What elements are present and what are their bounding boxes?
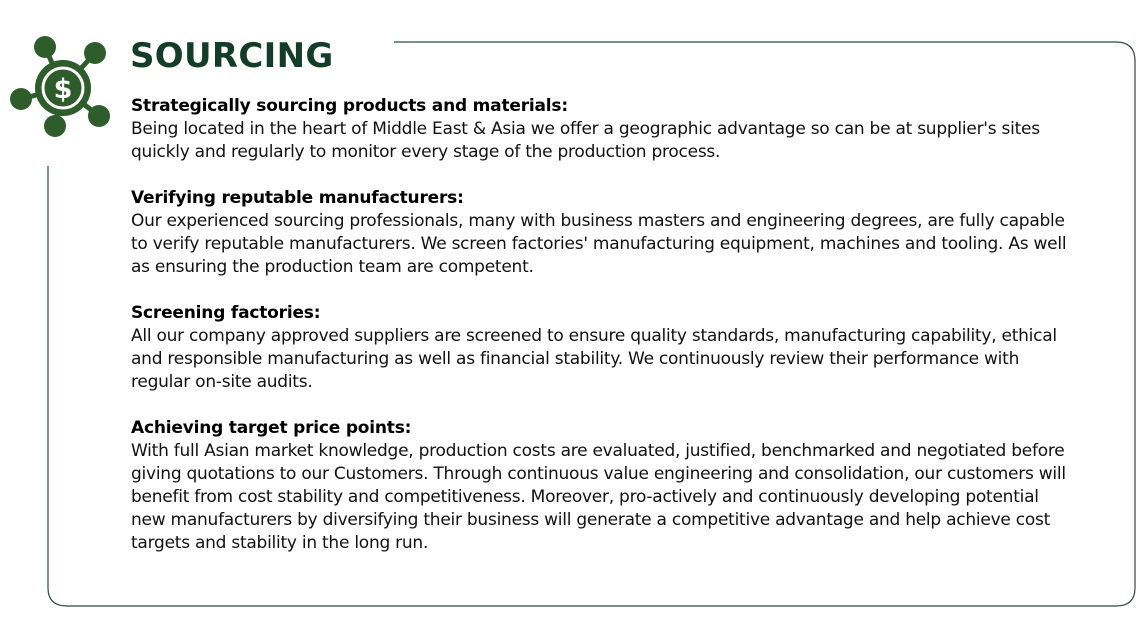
section-body: Our experienced sourcing professionals, many with business masters and engineering degrees, are fully capable to verify reputable manufacturers. We screen factories' manufacturing equipment, machines and tooling. As well as ensuring the production team are competent. [131, 211, 1067, 277]
section-target-price-points [131, 417, 1071, 555]
section-heading: Achieving target price points: [131, 418, 412, 438]
section-body: Being located in the heart of Middle East & Asia we offer a geographic advantage so can be at supplier's sites quickly and regularly to monitor every stage of the production process. [131, 119, 1040, 162]
section-heading: Strategically sourcing products and materials: [131, 96, 568, 116]
section-heading: Screening factories: [131, 303, 321, 323]
section-heading: Verifying reputable manufacturers: [131, 188, 464, 208]
section-body: All our company approved suppliers are screened to ensure quality standards, manufacturing capability, ethical and responsible manufacturing as well as financial stability. We continuously review their performance with regular on-site audits. [131, 326, 1057, 392]
section-body: With full Asian market knowledge, production costs are evaluated, justified, benchmarked and negotiated before giving quotations to our Customers. Through continuous value engineering and consolidation, our customers will benefit from cost stability and competitiveness. Moreover, pro-actively and continuously developing potential new manufacturers by diversifying their business will generate a competitive advantage and help achieve cost targets and stability in the long run. [131, 441, 1066, 553]
section-verifying-manufacturers [131, 187, 1071, 279]
section-sourcing-products [131, 95, 1071, 164]
dollar-symbol: $ [53, 74, 73, 105]
section-screening-factories [131, 302, 1071, 394]
page-title: SOURCING [130, 36, 334, 76]
content-body [131, 95, 1071, 578]
dollar-network-icon [8, 36, 112, 140]
